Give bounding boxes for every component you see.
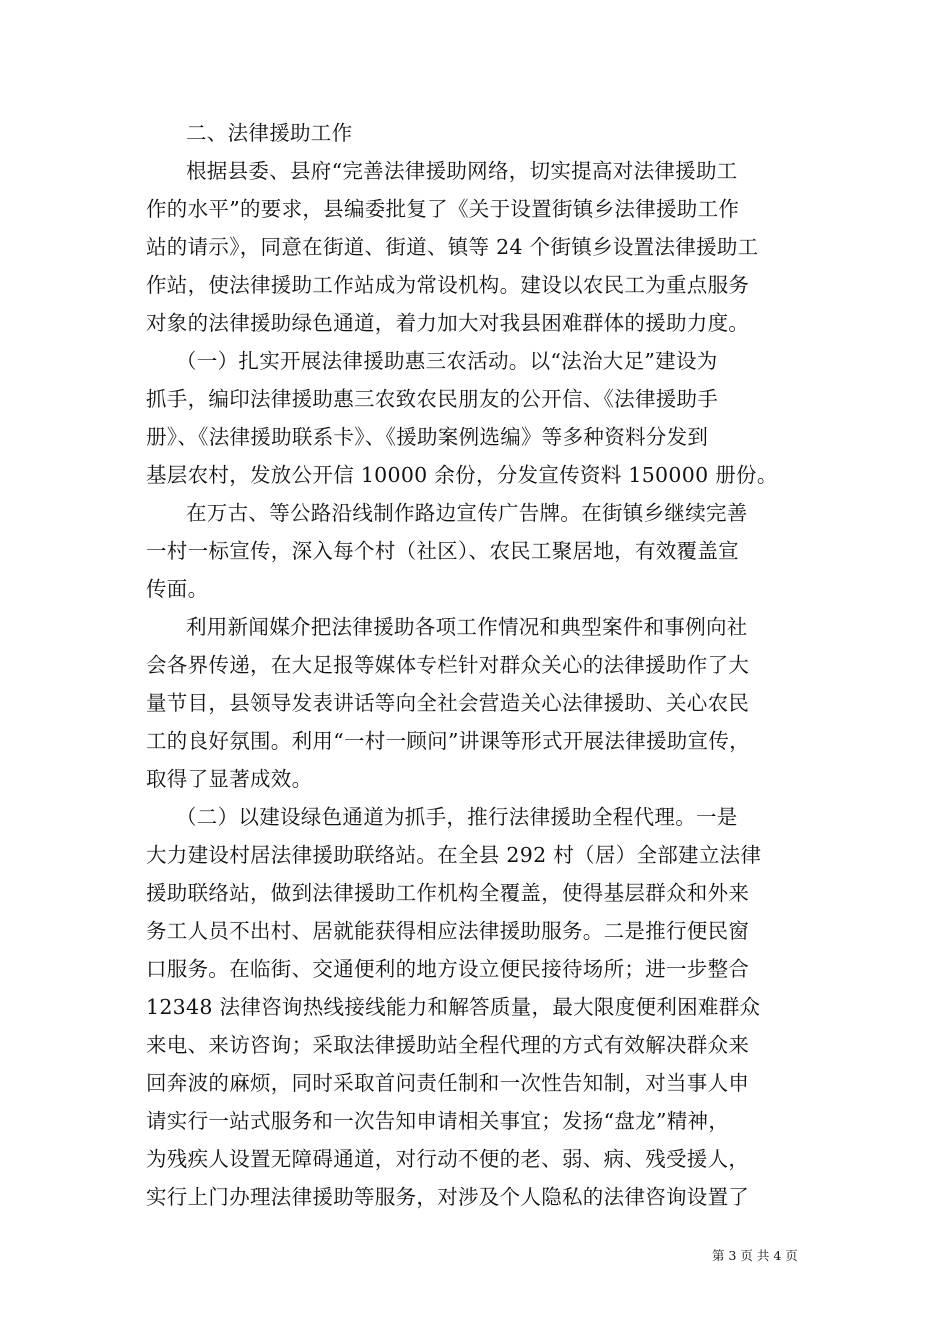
paragraph-line: 工的良好氛围。利用“一村一顾问”讲课等形式开展法律援助宣传， — [146, 729, 750, 753]
page-number: 第 3 页 共 4 页 — [712, 1248, 798, 1263]
paragraph-line: 口服务。在临街、交通便利的地方设立便民接待场所；进一步整合 — [146, 957, 750, 981]
paragraph-line: 抓手，编印法律援助惠三农致农民朋友的公开信、《法律援助手 — [146, 387, 719, 411]
paragraph-line: 实行上门办理法律援助等服务，对涉及个人隐私的法律咨询设置了 — [146, 1185, 750, 1209]
paragraph-line: 基层农村，发放公开信 10000 余份，分发宣传资料 150000 册份。 — [146, 463, 778, 487]
paragraph-line: 传面。 — [146, 577, 209, 601]
paragraph-line: 作的水平”的要求，县编委批复了《关于设置街镇乡法律援助工作 — [146, 197, 740, 221]
paragraph-line: 为残疾人设置无障碍通道，对行动不便的老、弱、病、残受援人， — [146, 1147, 750, 1171]
paragraph-line: 会各界传递，在大足报等媒体专栏针对群众关心的法律援助作了大 — [146, 653, 750, 677]
paragraph-line: 在万古、等公路沿线制作路边宣传广告牌。在街镇乡继续完善 — [186, 501, 748, 525]
paragraph-line: 根据县委、县府“完善法律援助网络，切实提高对法律援助工 — [186, 159, 738, 183]
paragraph-line: 回奔波的麻烦，同时采取首问责任制和一次性告知制，对当事人申 — [146, 1071, 750, 1095]
paragraph-line: 请实行一站式服务和一次告知申请相关事宜；发扬“盘龙”精神， — [146, 1109, 730, 1133]
paragraph-line: 取得了显著成效。 — [146, 767, 313, 791]
paragraph-line: 务工人员不出村、居就能获得相应法律援助服务。二是推行便民窗 — [146, 919, 750, 943]
paragraph-line: 站的请示》，同意在街道、街道、镇等 24 个街镇乡设置法律援助工 — [146, 235, 759, 259]
paragraph-line: 利用新闻媒介把法律援助各项工作情况和典型案件和事例向社 — [186, 615, 748, 639]
section-heading: 二、法律援助工作 — [186, 121, 353, 145]
paragraph-line: 作站，使法律援助工作站成为常设机构。建设以农民工为重点服务 — [146, 273, 750, 297]
subsection-heading-line: （二）以建设绿色通道为抓手，推行法律援助全程代理。一是 — [176, 805, 738, 829]
subsection-heading-line: （一）扎实开展法律援助惠三农活动。以“法治大足”建设为 — [176, 349, 718, 373]
paragraph-line: 援助联络站，做到法律援助工作机构全覆盖，使得基层群众和外来 — [146, 881, 750, 905]
paragraph-line: 一村一标宣传，深入每个村（社区）、农民工聚居地，有效覆盖宣 — [146, 539, 739, 563]
paragraph-line: 对象的法律援助绿色通道，着力加大对我县困难群体的援助力度。 — [146, 311, 750, 335]
paragraph-line: 大力建设村居法律援助联络站。在全县 292 村（居）全部建立法律 — [146, 843, 762, 867]
paragraph-line: 12348 法律咨询热线接线能力和解答质量，最大限度便利困难群众 — [146, 995, 761, 1019]
paragraph-line: 量节目，县领导发表讲话等向全社会营造关心法律援助、关心农民 — [146, 691, 750, 715]
paragraph-line: 来电、来访咨询；采取法律援助站全程代理的方式有效解决群众来 — [146, 1033, 750, 1057]
paragraph-line: 册》、《法律援助联系卡》、《援助案例选编》等多种资料分发到 — [146, 425, 709, 449]
